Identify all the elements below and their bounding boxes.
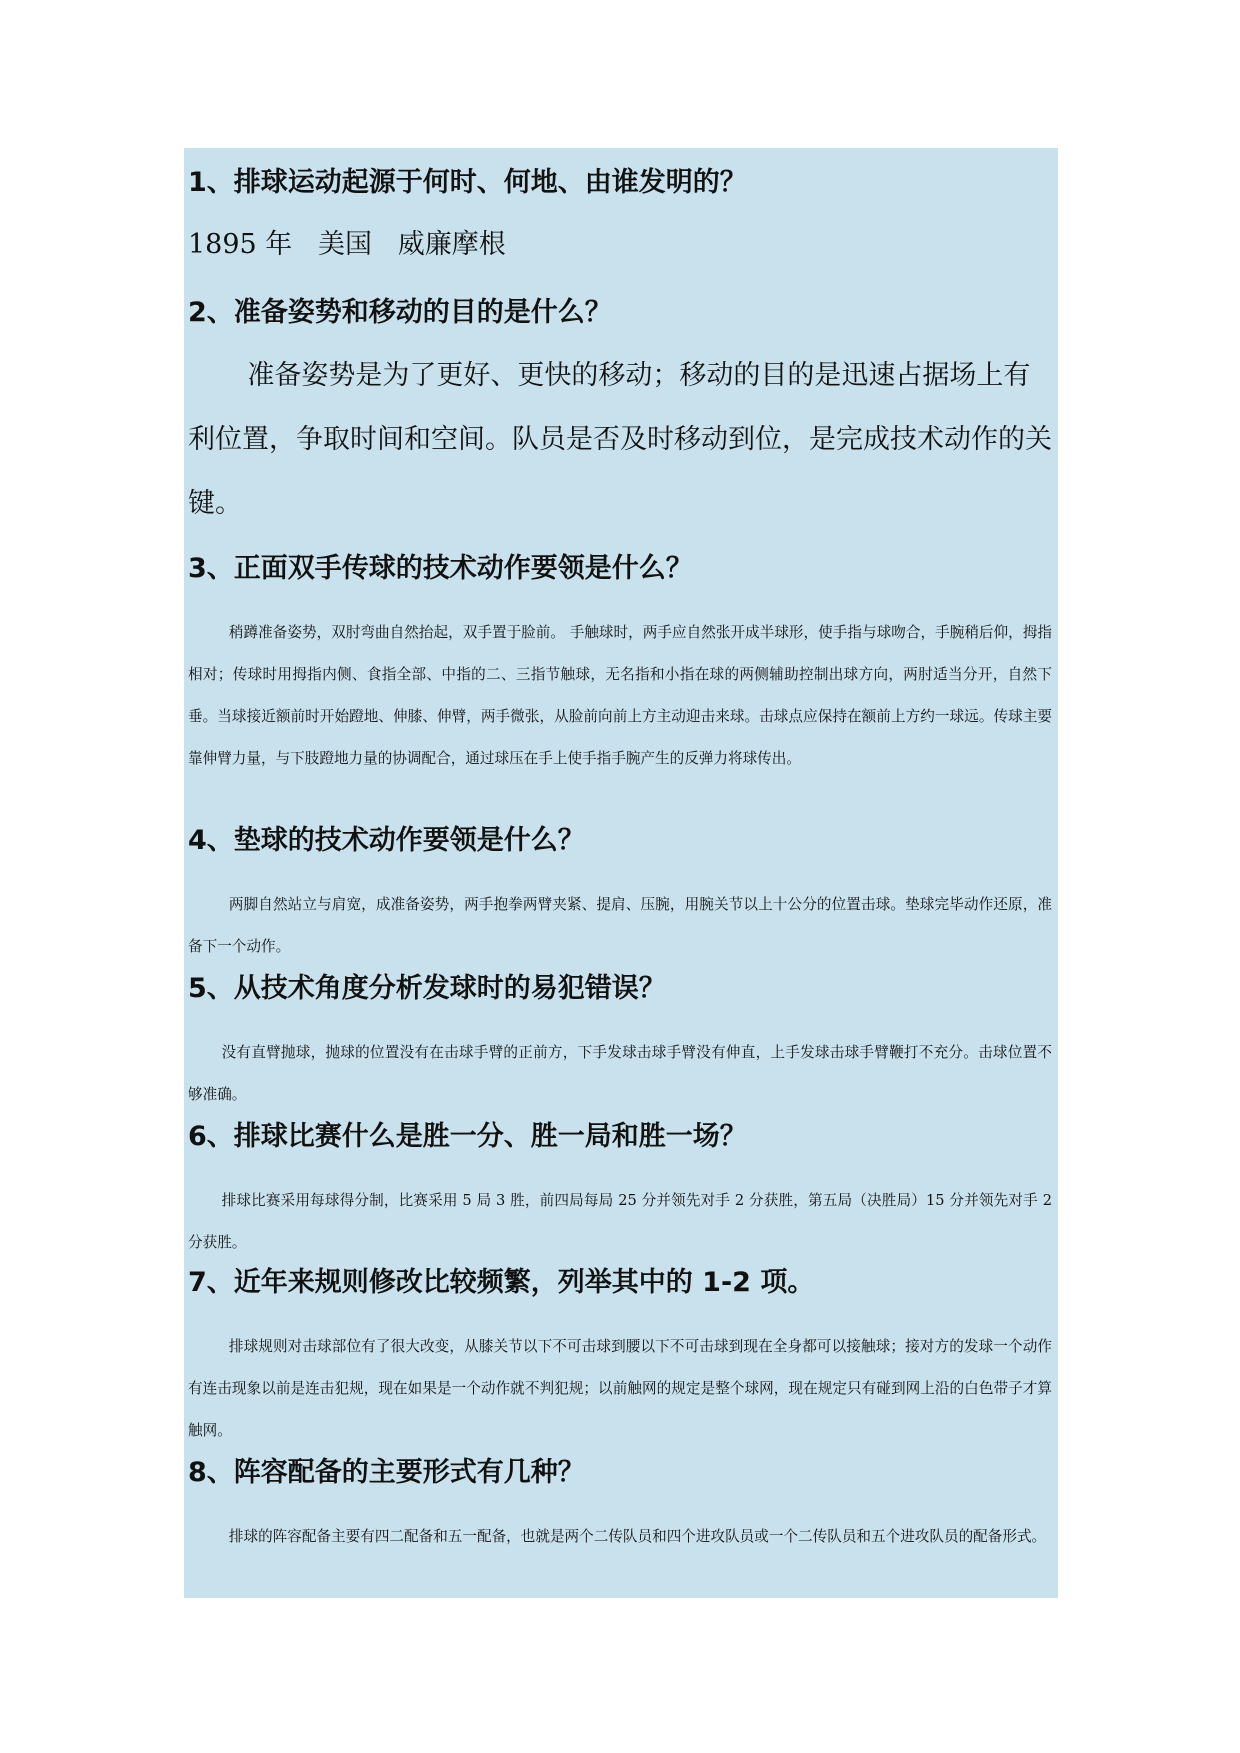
answer-7-text: 排球规则对击球部位有了很大改变，从膝关节以下不可击球到腰以下不可击球到现在全身都可以接触球；接对方的发球一个动作有连击现象以前是连击犯规，现在如果是一个动作就不判犯规；以前触网的规定是整个球网，现在规定只有碰到网上沿的白色带子才算触网。	[188, 1338, 1052, 1439]
answer-8-text: 排球的阵容配备主要有四二配备和五一配备，也就是两个二传队员和四个进攻队员或一个二传队员和五个进攻队员的配备形式。	[228, 1528, 1047, 1545]
answer-6	[188, 1180, 1052, 1264]
question-6: 6、排球比赛什么是胜一分、胜一局和胜一场？	[188, 1121, 747, 1152]
answer-5-text: 没有直臂抛球，抛球的位置没有在击球手臂的正前方，下手发球击球手臂没有伸直，上手发球击球手臂鞭打不充分。击球位置不够准确。	[188, 1044, 1052, 1103]
answer-3	[188, 612, 1052, 780]
answer-4	[188, 884, 1052, 968]
question-3: 3、正面双手传球的技术动作要领是什么？	[188, 553, 693, 584]
question-4: 4、垫球的技术动作要领是什么？	[188, 825, 585, 856]
question-8: 8、阵容配备的主要形式有几种？	[188, 1457, 585, 1488]
document-body	[184, 148, 1058, 1598]
answer-5	[188, 1032, 1052, 1116]
answer-2-text: 准备姿势是为了更好、更快的移动；移动的目的是迅速占据场上有利位置，争取时间和空间。队员是否及时移动到位，是完成技术动作的关键。	[188, 360, 1052, 519]
answer-1: 1895 年 美国 威廉摩根	[188, 229, 506, 260]
answer-3-text: 稍蹲准备姿势，双肘弯曲自然抬起，双手置于脸前。 手触球时，两手应自然张开成半球形，使手指与球吻合，手腕稍后仰，拇指相对；传球时用拇指内侧、食指全部、中指的二、三指节触球，无名指和小指在球的两侧辅助控制出球方向，两肘适当分开，自然下垂。当球接近额前时开始蹬地、伸膝、伸臂，两手微张，从脸前向前上方主动迎击来球。击球点应保持在额前上方约一球远。传球主要靠伸臂力量，与下肢蹬地力量的协调配合，通过球压在手上使手指手腕产生的反弹力将球传出。	[188, 624, 1052, 767]
answer-4-text: 两脚自然站立与肩宽，成准备姿势，两手抱拳两臂夹紧、提肩、压腕，用腕关节以上十公分的位置击球。垫球完毕动作还原，准备下一个动作。	[188, 896, 1052, 955]
answer-8	[188, 1516, 1052, 1558]
question-2: 2、准备姿势和移动的目的是什么？	[188, 297, 612, 328]
question-1: 1、排球运动起源于何时、何地、由谁发明的？	[188, 167, 747, 198]
question-5: 5、从技术角度分析发球时的易犯错误？	[188, 973, 666, 1004]
answer-2	[188, 344, 1052, 536]
answer-7	[188, 1326, 1052, 1452]
answer-6-text: 排球比赛采用每球得分制，比赛采用 5 局 3 胜，前四局每局 25 分并领先对手 2 分获胜，第五局（决胜局）15 分并领先对手 2 分获胜。	[188, 1192, 1052, 1251]
question-7: 7、近年来规则修改比较频繁，列举其中的 1-2 项。	[188, 1267, 815, 1298]
